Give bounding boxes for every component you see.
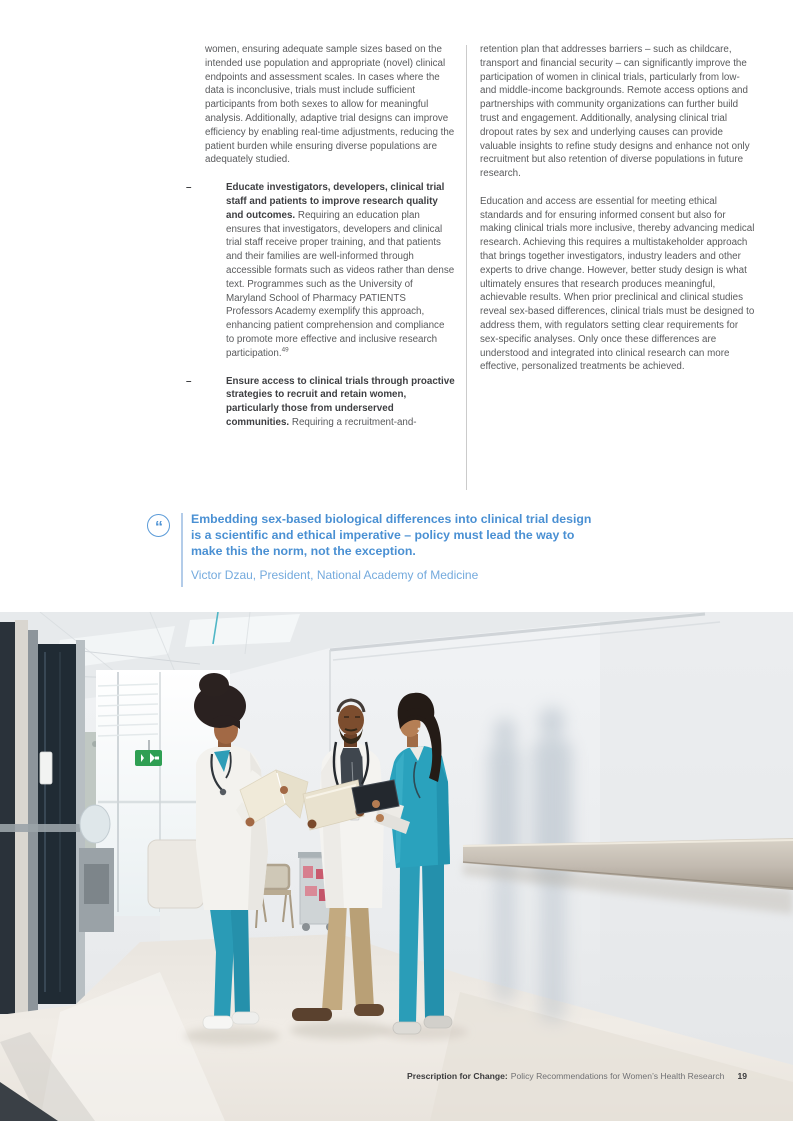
- wall-dispenser: [40, 752, 52, 784]
- page-footer: [407, 1071, 747, 1081]
- quote-attribution: Victor Dzau, President, National Academy of Medicine: [191, 568, 479, 582]
- door-push-bar: [0, 824, 80, 832]
- corner-cabinet: [148, 840, 204, 908]
- body-paragraph: women, ensuring adequate sample sizes based on the intended use population and appropriate (novel) clinical endpoints and assessment scales. In cases where the data is inconclusive, trials must include sufficient participants from both sexes to allow for meaningful analysis. Additionally, adaptive trial designs can improve efficiency by enabling real-time adjustments, reducing the patient burden while ensuring diverse populations are adequately studied.: [205, 44, 455, 166]
- bullet-lead: Educate investigators, developers, clinical trial staff and patients to improve research quality and outcomes.: [226, 182, 445, 221]
- footnote-ref: 49: [281, 346, 289, 354]
- bullet-paragraph: [226, 181, 455, 360]
- column-divider: [466, 45, 467, 490]
- right-column: [480, 43, 758, 374]
- bullet-lead: Ensure access to clinical trials through proactive strategies to recruit and retain women, particularly those from underserved communities.: [226, 375, 455, 428]
- hallway-photo-illustration: [0, 612, 793, 1121]
- bullet-dash: –: [186, 182, 192, 194]
- left-column: [186, 43, 455, 430]
- body-paragraph: Education and access are essential for meeting ethical standards and for ensuring informed consent but also for making clinical trials more inclusive, thereby advancing medical research. Achieving this requires a multistakeholder approach that brings together investigators, industry leaders and other experts to drive change. However, better study design is what ultimately ensures that research produces meaningful, achievable results. When prior preclinical and clinical studies reveal sex-based differences, clinical trials must be designed to address them, with regulators setting clear requirements for sex-specific analyses. Only once these differences are understood and integrated into clinical research can more effective, personalized treatments be achieved.: [480, 195, 755, 373]
- water-cooler: [79, 805, 114, 932]
- quote-rule: [181, 513, 183, 587]
- quote-glyph: “: [155, 519, 162, 536]
- bullet-dash: –: [186, 375, 192, 387]
- footer-page-number: 19: [737, 1071, 747, 1081]
- quote-icon: [147, 514, 170, 537]
- bullet-body: Requiring an education plan ensures that investigators, developers and clinical trial staff receive proper training, and that patients and their families are well-informed through accessible formats such as videos rather than dense text. Programmes such as the University of Maryland School of Pharmacy PATIENTS Professors Academy exemplify this approach, enhancing patient comprehension and compliance to promote more effective and inclusive research participation.: [226, 209, 455, 359]
- bullet-paragraph: [226, 375, 455, 430]
- bullet-item: [186, 181, 455, 360]
- bullet-body: Requiring a recruitment-and-: [289, 416, 417, 428]
- pull-quote: Embedding sex-based biological differences into clinical trial design is a scientific and ethical imperative – policy must lead the way to make this the norm, not the exception.: [191, 512, 592, 558]
- footer-report-title: Prescription for Change:: [407, 1071, 508, 1081]
- body-paragraph: retention plan that addresses barriers – such as childcare, transport and financial security – can significantly improve the participation of women in clinical trials, particularly from low- and middle-income backgrounds. Remote access options and partnerships with community organizations can further build trust and engagement. Additionally, analysing clinical trial dropout rates by sex and underlying causes can provide valuable insights to refine study designs and enhance not only recruitment but also retention of diverse populations in future research.: [480, 44, 750, 180]
- bullet-item: [186, 375, 455, 430]
- hallway-photo: [0, 612, 793, 1121]
- footer-report-subtitle: Policy Recommendations for Women’s Health Research: [510, 1071, 725, 1081]
